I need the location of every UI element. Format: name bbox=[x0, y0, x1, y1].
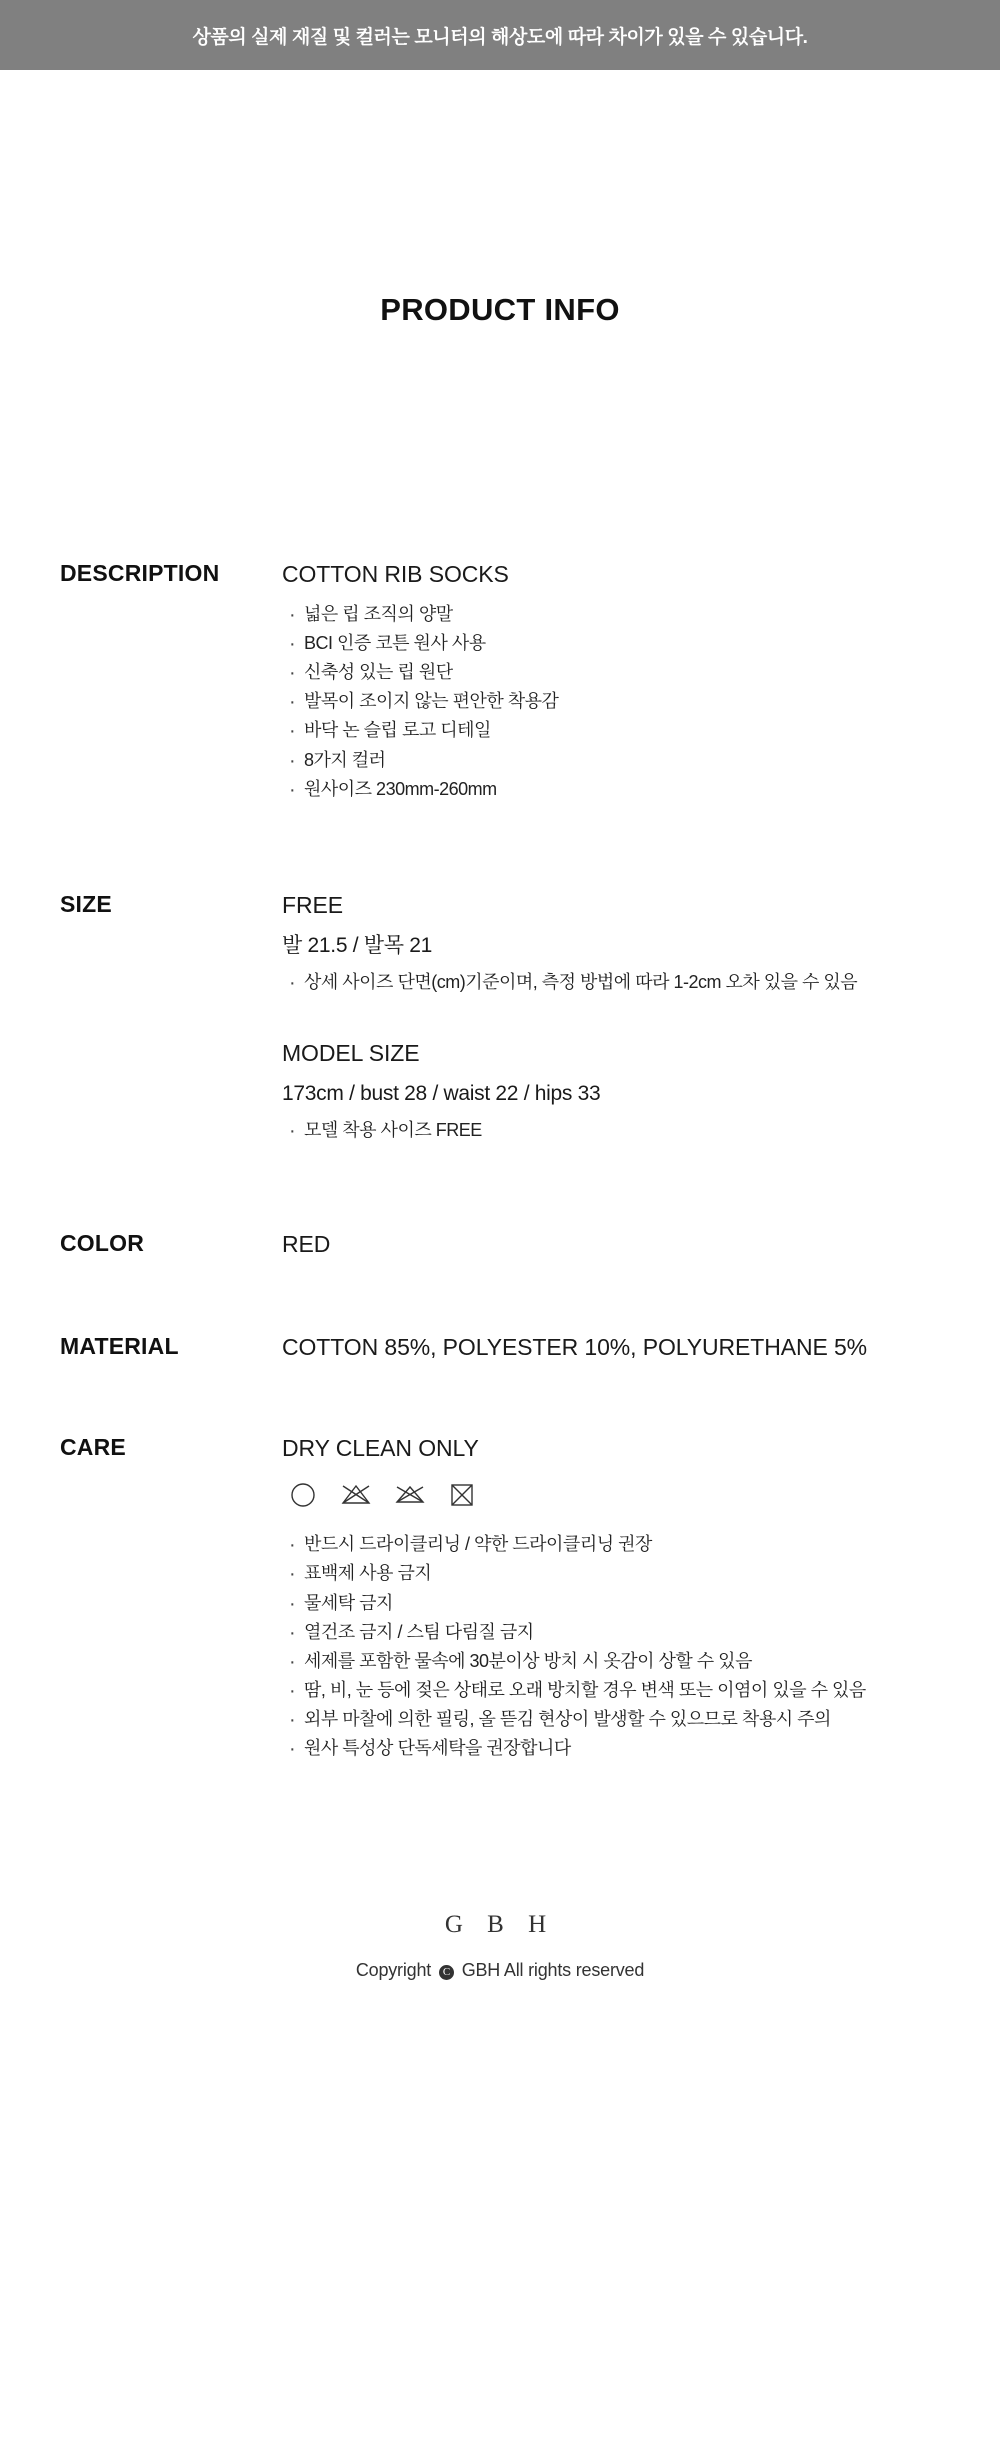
list-item: · 8가지 컬러 bbox=[282, 746, 940, 775]
page-title: PRODUCT INFO bbox=[380, 292, 620, 327]
no-iron-icon bbox=[448, 1481, 476, 1509]
model-size-heading: MODEL SIZE bbox=[282, 1039, 420, 1066]
brand-logo: G B H bbox=[444, 1911, 556, 1939]
size-heading: FREE bbox=[282, 891, 343, 918]
washing-circle-icon bbox=[288, 1480, 318, 1510]
care-symbol-row bbox=[288, 1478, 940, 1512]
list-item: · 땀, 비, 눈 등에 젖은 상태로 오래 방치할 경우 변색 또는 이염이 있을 수 있음 bbox=[282, 1676, 940, 1705]
spec-label-color: COLOR bbox=[60, 1230, 145, 1257]
description-heading: COTTON RIB SOCKS bbox=[282, 560, 509, 587]
spec-label-description: DESCRIPTION bbox=[60, 559, 220, 586]
spec-row-color bbox=[0, 1229, 1000, 1270]
list-item: · 상세 사이즈 단면(cm)기준이며, 측정 방법에 따라 1-2cm 오차 있을 수 있음 bbox=[282, 968, 940, 997]
list-item: · 모델 착용 사이즈 FREE bbox=[282, 1116, 940, 1145]
copyright-symbol-icon: C bbox=[439, 1965, 454, 1980]
size-bullet-list bbox=[282, 968, 940, 997]
spec-label-care: CARE bbox=[60, 1434, 126, 1461]
spec-row-size bbox=[0, 890, 1000, 1145]
model-size-bullet-list bbox=[282, 1116, 940, 1145]
spec-label-size: SIZE bbox=[60, 890, 112, 917]
page-footer bbox=[0, 1911, 1000, 2077]
spec-row-material bbox=[0, 1332, 1000, 1373]
spacer bbox=[282, 998, 940, 1038]
copyright-line bbox=[0, 1960, 1000, 1981]
spec-body-description bbox=[282, 559, 940, 804]
list-item: · 발목이 조이지 않는 편안한 착용감 bbox=[282, 687, 940, 716]
list-item: · BCI 인증 코튼 원사 사용 bbox=[282, 629, 940, 658]
color-value: RED bbox=[282, 1231, 331, 1258]
spec-body-care bbox=[282, 1433, 940, 1763]
material-value: COTTON 85%, POLYESTER 10%, POLYURETHANE 5% bbox=[282, 1334, 868, 1361]
spec-table bbox=[0, 349, 1000, 1764]
list-item: · 원사이즈 230mm-260mm bbox=[282, 775, 940, 804]
care-bullet-list bbox=[282, 1530, 940, 1763]
notice-text: 상품의 실제 재질 및 컬러는 모니터의 해상도에 따라 차이가 있을 수 있습니다. bbox=[192, 26, 808, 48]
list-item: · 반드시 드라이클리닝 / 약한 드라이클리닝 권장 bbox=[282, 1530, 940, 1559]
list-item: · 열건조 금지 / 스팀 다림질 금지 bbox=[282, 1618, 940, 1647]
list-item: · 세제를 포함한 물속에 30분이상 방치 시 옷감이 상할 수 있음 bbox=[282, 1647, 940, 1676]
list-item: · 원사 특성상 단독세탁을 권장합니다 bbox=[282, 1734, 940, 1763]
spacer bbox=[0, 1373, 1000, 1433]
list-item: · 넓은 립 조직의 양말 bbox=[282, 600, 940, 629]
monitor-color-notice-bar bbox=[0, 0, 1000, 70]
spec-row-description bbox=[0, 559, 1000, 804]
model-size-measurement: 173cm / bust 28 / waist 22 / hips 33 bbox=[282, 1081, 601, 1105]
spacer bbox=[0, 1145, 1000, 1229]
care-heading: DRY CLEAN ONLY bbox=[282, 1435, 479, 1462]
description-bullet-list bbox=[282, 600, 940, 804]
list-item: · 표백제 사용 금지 bbox=[282, 1559, 940, 1588]
no-bleach-triangle-icon bbox=[340, 1481, 372, 1509]
spec-body-material bbox=[282, 1332, 940, 1373]
copyright-prefix: Copyright bbox=[355, 1960, 432, 1981]
spec-row-care bbox=[0, 1433, 1000, 1763]
list-item: · 외부 마찰에 의한 필링, 올 뜯김 현상이 발생할 수 있으므로 착용시 주의 bbox=[282, 1705, 940, 1734]
list-item: · 신축성 있는 립 원단 bbox=[282, 658, 940, 687]
list-item: · 물세탁 금지 bbox=[282, 1589, 940, 1618]
spec-body-size bbox=[282, 890, 940, 1145]
spec-body-color bbox=[282, 1229, 940, 1270]
spec-label-material: MATERIAL bbox=[60, 1333, 179, 1360]
list-item: · 바닥 논 슬립 로고 디테일 bbox=[282, 716, 940, 745]
no-tumble-dry-square-icon bbox=[394, 1481, 426, 1509]
size-measurement: 발 21.5 / 발목 21 bbox=[282, 933, 433, 957]
spacer bbox=[0, 1270, 1000, 1332]
spacer bbox=[0, 804, 1000, 890]
copyright-suffix: GBH All rights reserved bbox=[461, 1960, 645, 1981]
page-title-wrapper bbox=[0, 292, 1000, 328]
